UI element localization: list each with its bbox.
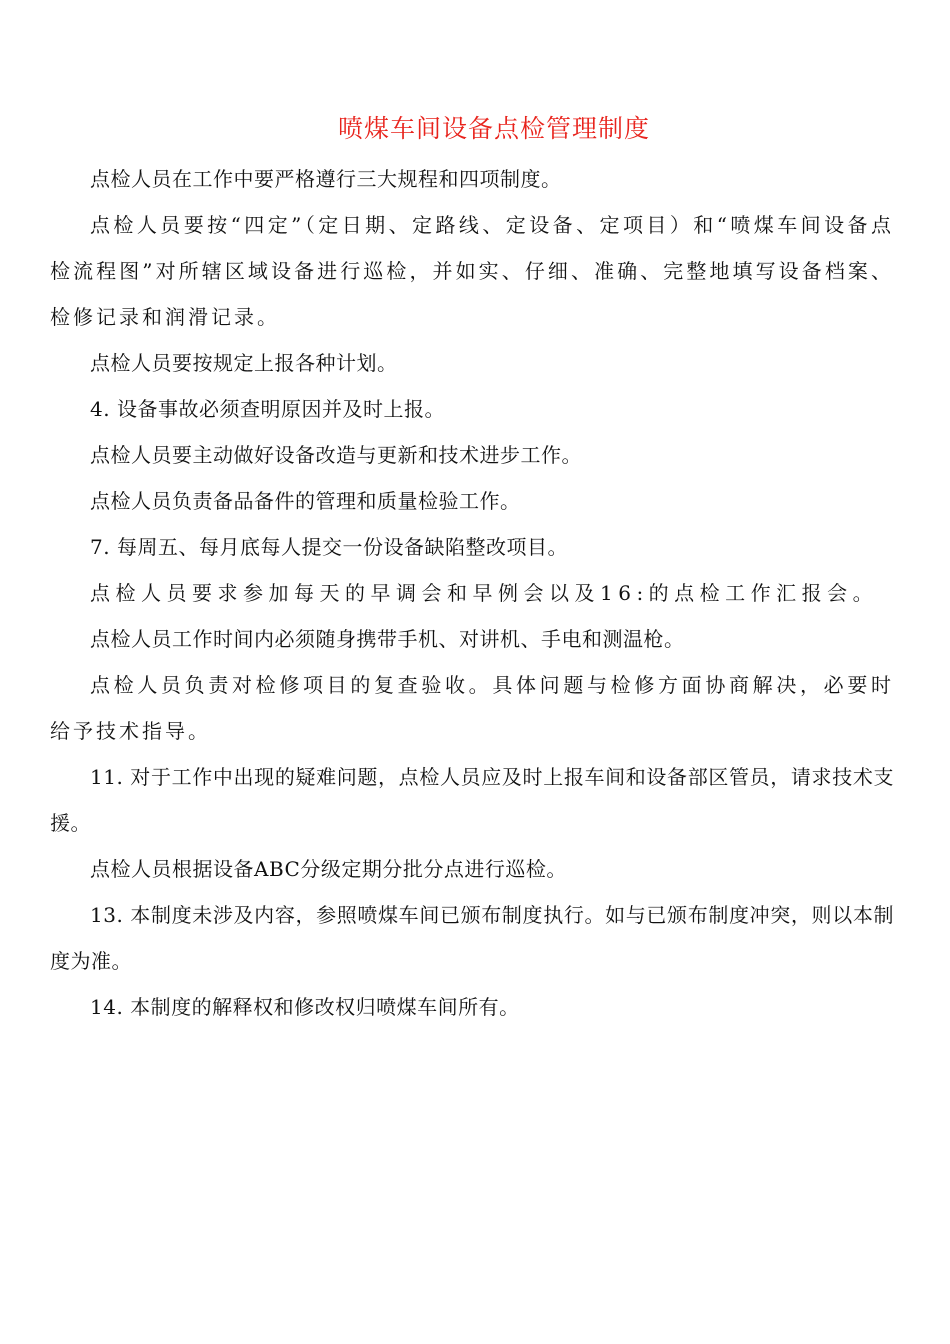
paragraph-9: 点检人员工作时间内必须随身携带手机、对讲机、手电和测温枪。 [90, 627, 685, 651]
paragraph-7: 7. 每周五、每月底每人提交一份设备缺陷整改项目。 [90, 535, 568, 559]
paragraph-14: 14. 本制度的解释权和修改权归喷煤车间所有。 [90, 995, 520, 1019]
paragraph-2: 点检人员要按“四定”（定日期、定路线、定设备、定项目）和“喷煤车间设备点检流程图”对所辖区域设备进行巡检，并如实、仔细、准确、完整地填写设备档案、检修记录和润滑记录。 [50, 213, 894, 329]
paragraph-6: 点检人员负责备品备件的管理和质量检验工作。 [90, 489, 521, 513]
paragraph-11: 11. 对于工作中出现的疑难问题，点检人员应及时上报车间和设备部区管员，请求技术支援。 [50, 765, 894, 835]
paragraph-8: 点检人员要求参加每天的早调会和早例会以及16:的点检工作汇报会。 [90, 581, 879, 605]
paragraph-5: 点检人员要主动做好设备改造与更新和技术进步工作。 [90, 443, 582, 467]
paragraph-13: 13. 本制度未涉及内容，参照喷煤车间已颁布制度执行。如与已颁布制度冲突，则以本制度为准。 [50, 903, 894, 973]
paragraph-10: 点检人员负责对检修项目的复查验收。具体问题与检修方面协商解决，必要时给予技术指导。 [50, 673, 894, 743]
paragraph-3: 点检人员要按规定上报各种计划。 [90, 351, 398, 375]
document-title: 喷煤车间设备点检管理制度 [337, 114, 650, 143]
paragraph-4: 4. 设备事故必须查明原因并及时上报。 [90, 397, 445, 421]
paragraph-1: 点检人员在工作中要严格遵行三大规程和四项制度。 [90, 167, 562, 191]
paragraph-12: 点检人员根据设备ABC分级定期分批分点进行巡检。 [90, 857, 567, 881]
